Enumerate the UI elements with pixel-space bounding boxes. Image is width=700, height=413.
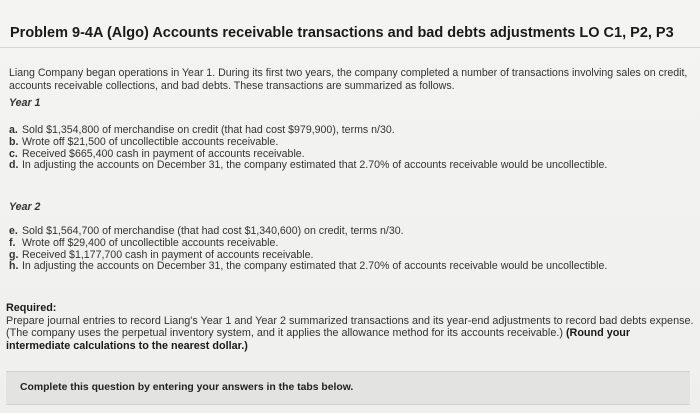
transaction-letter: f. <box>9 236 16 249</box>
transaction-letter: a. <box>9 124 18 136</box>
required-text <box>6 315 694 352</box>
problem-intro: Liang Company began operations in Year 1. During its first two years, the company completed a number of transactions involving sales on credit, accounts receivable collections, and bad debts. These transactions are summarized as follows. <box>9 67 688 92</box>
complete-instructions: Complete this question by entering your answers in the tabs below. <box>20 382 354 393</box>
transaction-letter: b. <box>9 135 19 148</box>
transaction-text: In adjusting the accounts on December 31, the company estimated that 2.70% of accounts receivable would be uncollectible. <box>21 159 608 172</box>
transaction-text: In adjusting the accounts on December 31, the company estimated that 2.70% of accounts receivable would be uncollectible. <box>21 260 608 273</box>
transaction-letter: e. <box>9 225 18 237</box>
transaction-text: Wrote off $21,500 of uncollectible accounts receivable. <box>21 135 279 148</box>
year1-transactions <box>9 125 694 172</box>
transaction-text: Received $665,400 cash in payment of accounts receivable. <box>21 147 305 160</box>
year1-label: Year 1 <box>9 97 41 109</box>
required-label: Required: <box>6 302 57 314</box>
transaction-letter: g. <box>9 248 19 261</box>
required-instructions: Prepare journal entries to record Liang's Year 1 and Year 2 summarized transactions and its year-end adjustments to record bad debts expense. (The company uses the perpetual inventory system, and it applies the allowance method for its accounts receivable.) <box>6 315 694 340</box>
instructions-banner <box>6 371 690 405</box>
transaction-item <box>9 261 694 273</box>
rounding-note: (Round your intermediate calculations to the nearest dollar.) <box>6 327 631 352</box>
transaction-text: Received $1,177,700 cash in payment of accounts receivable. <box>21 248 314 261</box>
transaction-item <box>9 160 694 172</box>
title-divider <box>0 47 700 48</box>
transaction-letter: d. <box>9 159 19 172</box>
transaction-text: Wrote off $29,400 of uncollectible accounts receivable. <box>21 236 279 249</box>
year2-transactions <box>9 226 694 273</box>
transaction-text: Sold $1,564,700 of merchandise (that had cost $1,340,600) on credit, terms n/30. <box>21 225 404 237</box>
transaction-letter: c. <box>9 147 18 160</box>
problem-title: Problem 9-4A (Algo) Accounts receivable transactions and bad debts adjustments LO C1, P2, P3 <box>10 25 674 41</box>
transaction-letter: h. <box>9 260 19 273</box>
transaction-text: Sold $1,354,800 of merchandise on credit (that had cost $979,900), terms n/30. <box>21 124 395 136</box>
year2-label: Year 2 <box>9 201 41 213</box>
